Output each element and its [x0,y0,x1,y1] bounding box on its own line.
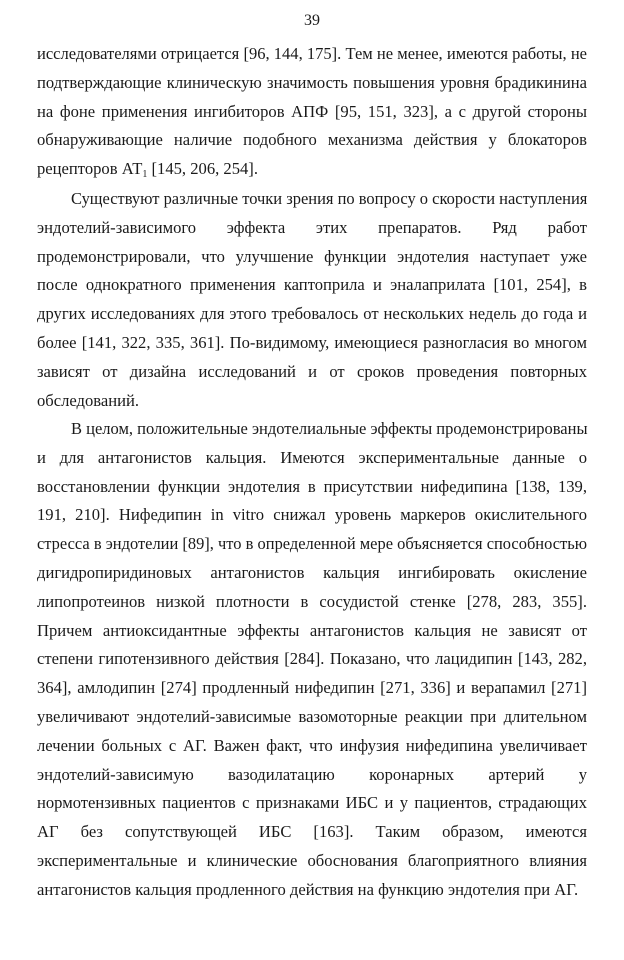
text-line: других исследованиях для этого требовалось от нескольких недель до года и [37,304,587,324]
text-line: подтверждающие клиническую значимость повышения уровня брадикинина [37,72,587,92]
page-number: 39 [304,12,320,29]
text-line: Существуют различные точки зрения по вопросу о скорости наступления [71,189,588,208]
text-line: и для антагонистов кальция. Имеются экспериментальные данные о [37,447,587,467]
paragraph-3 [37,415,587,905]
text-line: увеличивают эндотелий-зависимые вазомоторные реакции при длительном [37,706,587,726]
text-line-with-subscript [37,155,587,184]
text-line: липопротеинов низкой плотности в сосудистой стенке [278, 283, 355]. [37,591,587,611]
text-line: продемонстрировали, что улучшение функции эндотелия наступает уже [37,246,587,266]
text-line: эндотелий-зависимую вазодилатацию коронарных артерий у [37,764,587,784]
text-line: эндотелий-зависимого эффекта этих препаратов. Ряд работ [37,217,587,237]
text-line: 364], амлодипин [274] продленный нифедипин [271, 336] и верапамил [271] [37,678,587,698]
text-line: экспериментальные и клинические обоснования благоприятного влияния [37,850,587,870]
paragraph-1 [37,40,587,184]
text-line: более [141, 322, 335, 361]. По-видимому, имеющиеся разногласия во многом [37,332,587,352]
text-line: антагонистов кальция продленного действия на функцию эндотелия при АГ. [37,879,579,899]
paragraph-2 [37,185,587,415]
text-fragment: [145, 206, 254]. [147,159,258,179]
text-line: степени гипотензивного действия [284]. Показано, что лацидипин [143, 282, [37,649,587,669]
text-line: зависят от дизайна исследований и от сроков проведения повторных [37,361,587,381]
text-line: дигидропиридиновых антагонистов кальция ингибировать окисление [37,562,587,582]
text-line: на фоне применения ингибиторов АПФ [95, 151, 323], а с другой стороны [37,101,587,121]
text-line: Причем антиоксидантные эффекты антагонистов кальция не зависят от [37,620,587,640]
text-line: В целом, положительные эндотелиальные эффекты продемонстрированы [71,419,588,438]
text-line: 191, 210]. Нифедипин in vitro снижал уровень маркеров окислительного [37,505,587,525]
text-line: лечении больных с АГ. Важен факт, что инфузия нифедипина увеличивает [37,735,587,755]
text-line: обследований. [37,390,140,410]
subscript: 1 [142,169,148,181]
text-line: после однократного применения каптоприла и эналаприлата [101, 254], в [37,275,587,295]
text-line: стресса в эндотелии [89], что в определенной мере объясняется способностью [37,534,587,554]
text-line: нормотензивных пациентов с признаками ИБС и у пациентов, страдающих [37,793,587,813]
text-line: обнаруживающие наличие подобного механизма действия у блокаторов [37,130,587,150]
text-fragment: рецепторов АТ [37,159,143,179]
text-line: исследователями отрицается [96, 144, 175]. Тем не менее, имеются работы, не [37,44,587,63]
text-line: восстановлении функции эндотелия в присутствии нифедипина [138, 139, [37,476,587,496]
text-line: АГ без сопутствующей ИБС [163]. Таким образом, имеются [37,822,587,842]
